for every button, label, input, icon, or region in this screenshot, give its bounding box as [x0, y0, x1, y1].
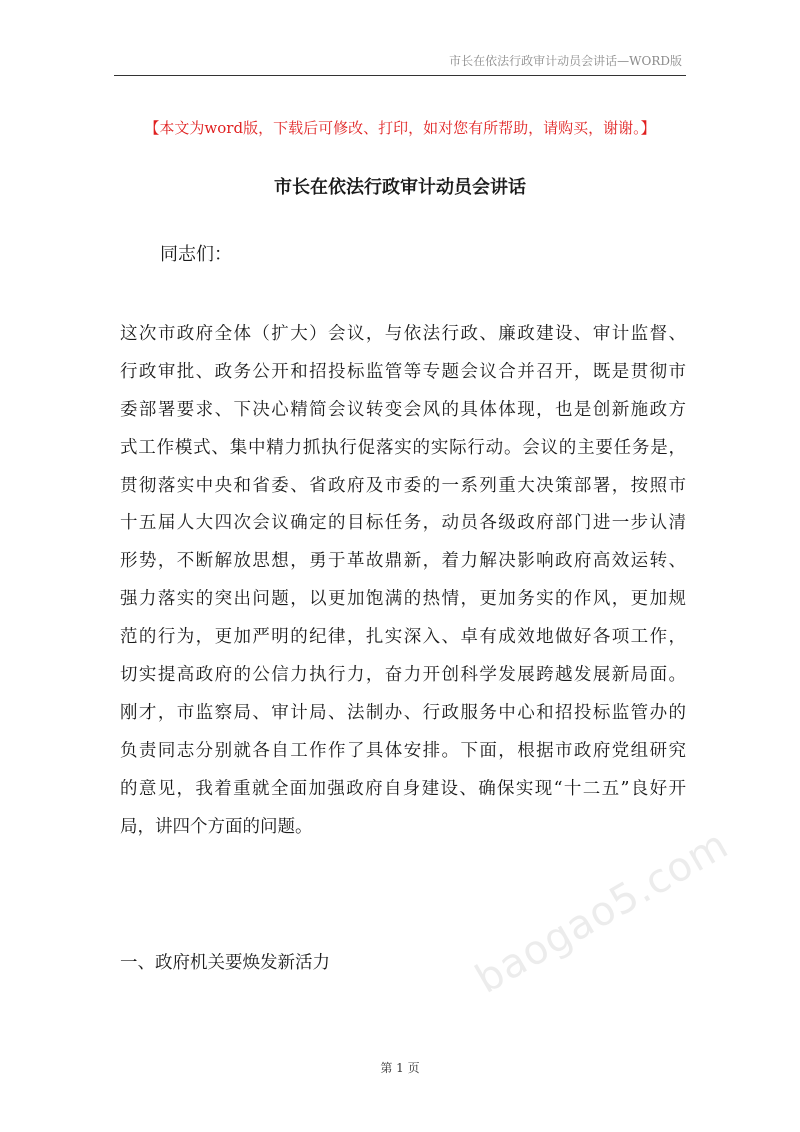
paragraph-line: 行政审批、政务公开和招投标监管等专题会议合并召开，既是贯彻市	[120, 361, 686, 382]
paragraph-line: 强力落实的突出问题，以更加饱满的热情，更加务实的作风，更加规	[120, 589, 686, 610]
header-divider	[114, 75, 686, 76]
paragraph-line: 切实提高政府的公信力执行力，奋力开创科学发展跨越发展新局面。	[120, 665, 686, 686]
paragraph-line: 这次市政府全体（扩大）会议，与依法行政、廉政建设、审计监督、	[120, 324, 686, 344]
paragraph-line: 范的行为，更加严明的纪律，扎实深入、卓有成效地做好各项工作，	[120, 627, 686, 648]
page-number: 第 1 页	[380, 1061, 420, 1075]
paragraph-line: 式工作模式、集中精力抓执行促落实的实际行动。会议的主要任务是，	[120, 437, 686, 458]
paragraph-line: 的意见，我着重就全面加强政府自身建设、确保实现“十二五”良好开	[120, 778, 686, 799]
purchase-notice: 【本文为word版，下载后可修改、打印，如对您有所帮助，请购买，谢谢。】	[144, 119, 656, 137]
document-title: 市长在依法行政审计动员会讲话	[274, 177, 526, 198]
watermark: baogao5.com	[468, 821, 737, 1003]
paragraph-line: 贯彻落实中央和省委、省政府及市委的一系列重大决策部署，按照市	[120, 475, 686, 496]
paragraph-line: 委部署要求、下决心精简会议转变会风的具体体现，也是创新施政方	[120, 399, 686, 420]
paragraph-line: 十五届人大四次会议确定的目标任务，动员各级政府部门进一步认清	[120, 513, 686, 534]
section-heading: 一、政府机关要焕发新活力	[120, 953, 330, 973]
paragraph-line: 形势，不断解放思想，勇于革故鼎新，着力解决影响政府高效运转、	[120, 551, 686, 572]
salutation: 同志们：	[160, 244, 232, 265]
paragraph-line: 负责同志分别就各自工作作了具体安排。下面，根据市政府党组研究	[120, 740, 686, 761]
body-paragraph	[120, 316, 686, 846]
running-header: 市长在依法行政审计动员会讲话—WORD版	[449, 54, 682, 68]
paragraph-line: 局，讲四个方面的问题。	[120, 816, 313, 837]
paragraph-line: 刚才，市监察局、审计局、法制办、行政服务中心和招投标监管办的	[120, 702, 686, 723]
